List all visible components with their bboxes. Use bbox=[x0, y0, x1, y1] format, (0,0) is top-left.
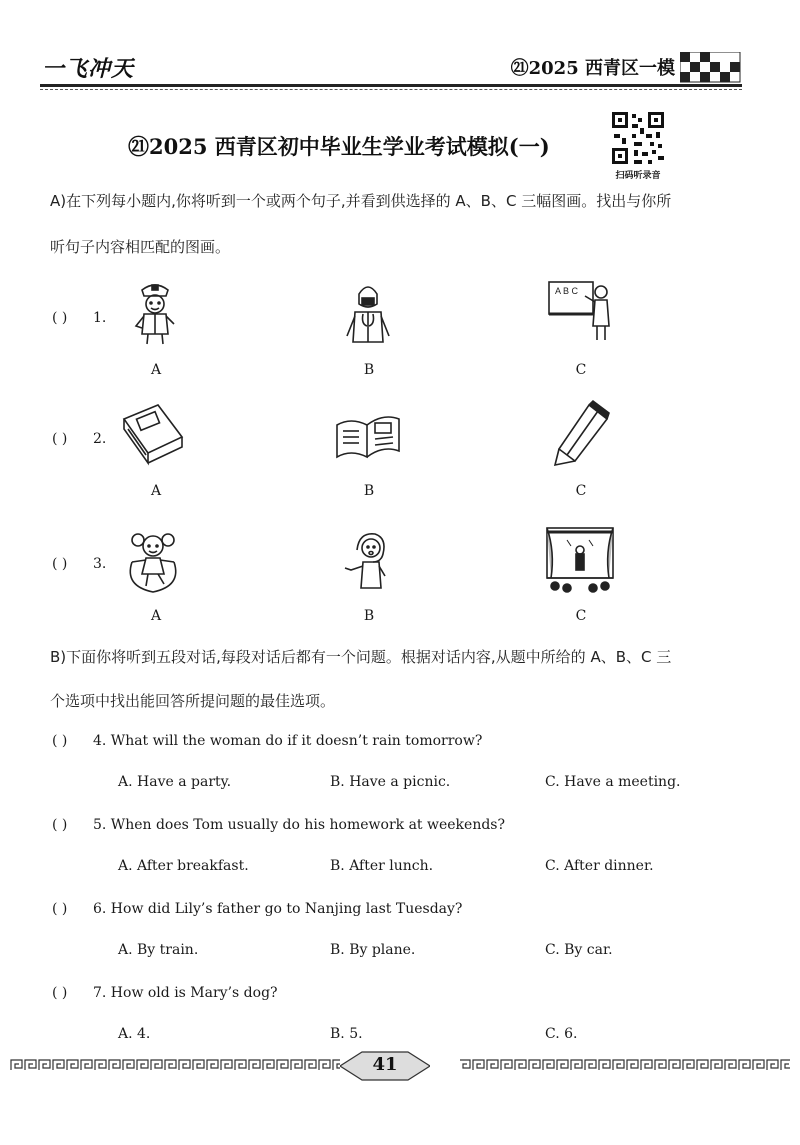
option-b-label: B bbox=[363, 483, 375, 499]
answer-blank[interactable]: ( ) bbox=[52, 431, 68, 447]
qr-code-icon[interactable] bbox=[610, 110, 666, 166]
svg-text:A B C: A B C bbox=[555, 286, 579, 296]
option-c[interactable]: C. By car. bbox=[545, 942, 613, 958]
option-c[interactable]: C. Have a meeting. bbox=[545, 774, 681, 790]
header-dashed-rule bbox=[40, 89, 742, 90]
picture-question-2 bbox=[0, 405, 800, 515]
question-number: 1. bbox=[93, 310, 107, 326]
option-b-label: B bbox=[363, 362, 375, 378]
doctor-icon[interactable] bbox=[333, 276, 403, 346]
option-b[interactable]: B. By plane. bbox=[330, 942, 416, 958]
girl-skipping-rope-icon[interactable] bbox=[118, 526, 188, 596]
option-c[interactable]: C. After dinner. bbox=[545, 858, 654, 874]
option-c-label: C bbox=[575, 362, 587, 378]
pencil-icon[interactable] bbox=[545, 399, 615, 469]
section-b-instruction-cont: 个选项中找出能回答所提问题的最佳选项。 bbox=[50, 692, 336, 710]
open-book-icon[interactable] bbox=[333, 399, 403, 469]
girl-singing-icon[interactable] bbox=[333, 526, 403, 596]
police-officer-icon[interactable] bbox=[120, 276, 190, 346]
picture-question-1 bbox=[0, 282, 800, 392]
question-number: 2. bbox=[93, 431, 107, 447]
dictionary-book-icon[interactable] bbox=[118, 399, 188, 469]
answer-blank[interactable]: ( ) bbox=[52, 733, 68, 749]
qr-label: 扫码听录音 bbox=[615, 171, 661, 181]
header-exam-title: ㉑2025 西青区一模 bbox=[510, 58, 675, 79]
option-a-label: A bbox=[150, 608, 162, 624]
section-a-instruction-cont: 听句子内容相匹配的图画。 bbox=[50, 238, 231, 256]
option-b-label: B bbox=[363, 608, 375, 624]
option-a[interactable]: A. 4. bbox=[118, 1026, 151, 1042]
stage-performance-icon[interactable] bbox=[545, 526, 615, 596]
question-number: 3. bbox=[93, 556, 107, 572]
page-title: ㉑2025 西青区初中毕业生学业考试模拟(一) bbox=[128, 134, 550, 159]
question-text: 7. How old is Mary’s dog? bbox=[93, 985, 278, 1001]
option-b[interactable]: B. After lunch. bbox=[330, 858, 434, 874]
question-text: 4. What will the woman do if it doesn’t rain tomorrow? bbox=[93, 733, 483, 749]
section-b-instruction: B)下面你将听到五段对话,每段对话后都有一个问题。根据对话内容,从题中所给的 A、B、C 三 bbox=[50, 648, 672, 666]
answer-blank[interactable]: ( ) bbox=[52, 310, 68, 326]
option-a[interactable]: A. After breakfast. bbox=[118, 858, 249, 874]
brand-logo: 一飞冲天 bbox=[42, 57, 135, 82]
checker-decoration-icon bbox=[680, 52, 742, 84]
answer-blank[interactable]: ( ) bbox=[52, 817, 68, 833]
question-text: 5. When does Tom usually do his homework at weekends? bbox=[93, 817, 505, 833]
option-b[interactable]: B. 5. bbox=[330, 1026, 363, 1042]
picture-question-3 bbox=[0, 530, 800, 640]
option-c[interactable]: C. 6. bbox=[545, 1026, 578, 1042]
option-b[interactable]: B. Have a picnic. bbox=[330, 774, 451, 790]
answer-blank[interactable]: ( ) bbox=[52, 985, 68, 1001]
question-text: 6. How did Lily’s father go to Nanjing last Tuesday? bbox=[93, 901, 463, 917]
page-number: 41 bbox=[372, 1054, 398, 1075]
header-rule bbox=[40, 84, 742, 87]
answer-blank[interactable]: ( ) bbox=[52, 556, 68, 572]
option-a[interactable]: A. Have a party. bbox=[118, 774, 232, 790]
option-c-label: C bbox=[575, 608, 587, 624]
option-a-label: A bbox=[150, 362, 162, 378]
option-a-label: A bbox=[150, 483, 162, 499]
option-c-label: C bbox=[575, 483, 587, 499]
section-a-instruction: A)在下列每小题内,你将听到一个或两个句子,并看到供选择的 A、B、C 三幅图画。找出与你所 bbox=[50, 192, 672, 210]
answer-blank[interactable]: ( ) bbox=[52, 901, 68, 917]
teacher-blackboard-icon[interactable] bbox=[545, 276, 615, 346]
option-a[interactable]: A. By train. bbox=[118, 942, 199, 958]
